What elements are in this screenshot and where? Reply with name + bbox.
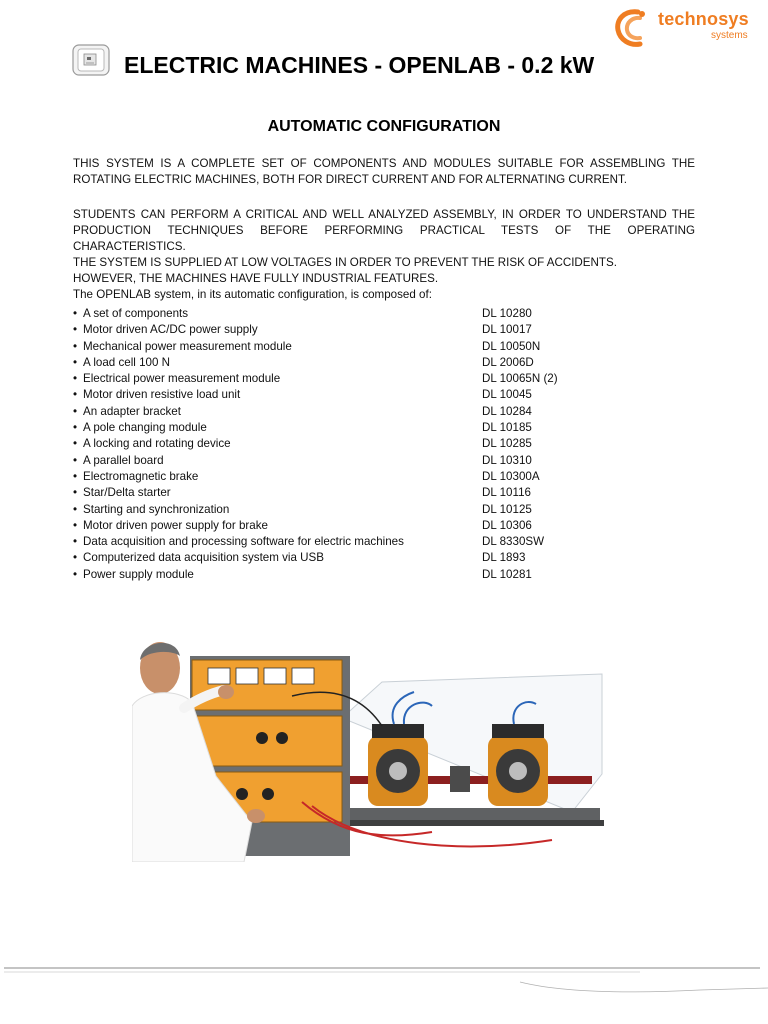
component-name: Motor driven power supply for brake (83, 518, 268, 532)
component-name: Mechanical power measurement module (83, 339, 292, 353)
bullet-icon: • (73, 355, 78, 369)
component-code: DL 2006D (482, 355, 534, 369)
component-code: DL 10284 (482, 404, 532, 418)
component-name: Star/Delta starter (83, 486, 171, 500)
list-item (73, 534, 613, 550)
product-photo (132, 626, 620, 862)
component-name: A load cell 100 N (83, 355, 171, 369)
list-item (73, 502, 613, 518)
component-code: DL 10185 (482, 421, 532, 435)
bullet-icon: • (73, 372, 78, 386)
brand-subtitle: systems (711, 30, 748, 41)
component-code: DL 10285 (482, 437, 532, 451)
component-code: DL 10280 (482, 307, 532, 320)
bullet-icon: • (73, 486, 78, 500)
component-code: DL 10125 (482, 502, 532, 516)
component-code: DL 10045 (482, 388, 532, 402)
paragraph-line: PRODUCTION TECHNIQUES BEFORE PERFORMING PRACTICAL TESTS OF THE OPERATING CHARACTERISTICS. (73, 224, 695, 253)
bullet-icon: • (73, 469, 78, 483)
component-code: DL 10300A (482, 469, 540, 483)
component-name: A pole changing module (83, 421, 207, 435)
paragraph-line: STUDENTS CAN PERFORM A CRITICAL AND WELL ANALYZED ASSEMBLY, IN ORDER TO UNDERSTAND THE (73, 208, 695, 221)
bullet-icon: • (73, 567, 78, 581)
section-title: AUTOMATIC CONFIGURATION (267, 118, 501, 135)
bullet-icon: • (73, 404, 78, 418)
component-code: DL 10306 (482, 518, 532, 532)
component-name: A locking and rotating device (83, 437, 231, 451)
bullet-icon: • (73, 551, 78, 565)
list-item (73, 567, 613, 583)
paragraph-line: THIS SYSTEM IS A COMPLETE SET OF COMPONENTS AND MODULES SUITABLE FOR ASSEMBLING THE (73, 157, 695, 170)
component-code: DL 10050N (482, 339, 541, 353)
paragraph-line: ROTATING ELECTRIC MACHINES, BOTH FOR DIRECT CURRENT AND FOR ALTERNATING CURRENT. (73, 173, 627, 186)
bullet-icon: • (73, 323, 78, 337)
component-name: Starting and synchronization (83, 502, 230, 516)
brand-name: technosys (658, 9, 749, 29)
list-item (73, 322, 613, 338)
component-name: A set of components (83, 307, 189, 320)
component-name: A parallel board (83, 453, 164, 467)
paragraph-line: THE SYSTEM IS SUPPLIED AT LOW VOLTAGES IN ORDER TO PREVENT THE RISK OF ACCIDENTS. (73, 256, 617, 269)
list-item (73, 420, 613, 436)
footer-divider (0, 958, 768, 998)
component-name: Power supply module (83, 567, 194, 581)
component-code: DL 10281 (482, 567, 532, 581)
brand-logo (612, 6, 762, 50)
paragraph-line: HOWEVER, THE MACHINES HAVE FULLY INDUSTRIAL FEATURES. (73, 272, 439, 285)
intro-paragraph (73, 156, 695, 188)
list-item (73, 453, 613, 469)
component-code: DL 8330SW (482, 535, 545, 549)
component-code: DL 1893 (482, 551, 526, 565)
bullet-icon: • (73, 388, 78, 402)
list-item (73, 387, 613, 403)
list-item (73, 518, 613, 534)
component-name: Computerized data acquisition system via USB (83, 551, 325, 565)
component-name: Data acquisition and processing software for electric machines (83, 535, 404, 549)
description-paragraph (73, 207, 695, 287)
bullet-icon: • (73, 453, 78, 467)
list-item (73, 355, 613, 371)
component-name: Motor driven resistive load unit (83, 388, 241, 402)
component-code: DL 10116 (482, 486, 531, 500)
page-title: ELECTRIC MACHINES - OPENLAB - 0.2 kW (124, 52, 595, 78)
bullet-icon: • (73, 502, 78, 516)
list-item (73, 339, 613, 355)
component-code: DL 10065N (2) (482, 372, 558, 386)
list-item (73, 371, 613, 387)
list-intro: The OPENLAB system, in its automatic configuration, is composed of: (73, 288, 432, 301)
component-name: Electromagnetic brake (83, 469, 199, 483)
component-name: Electrical power measurement module (83, 372, 281, 386)
list-item (73, 550, 613, 566)
bullet-icon: • (73, 535, 78, 549)
document-icon (72, 44, 110, 76)
list-item (73, 404, 613, 420)
list-item (73, 469, 613, 485)
component-name: Motor driven AC/DC power supply (83, 323, 258, 337)
component-list (73, 306, 613, 583)
component-code: DL 10310 (482, 453, 532, 467)
brand-swirl-icon (612, 6, 658, 50)
component-code: DL 10017 (482, 323, 532, 337)
list-item (73, 485, 613, 501)
list-item (73, 306, 613, 322)
bullet-icon: • (73, 437, 78, 451)
component-name: An adapter bracket (83, 404, 181, 418)
bullet-icon: • (73, 307, 78, 320)
bullet-icon: • (73, 421, 78, 435)
bullet-icon: • (73, 339, 78, 353)
list-item (73, 436, 613, 452)
bullet-icon: • (73, 518, 78, 532)
